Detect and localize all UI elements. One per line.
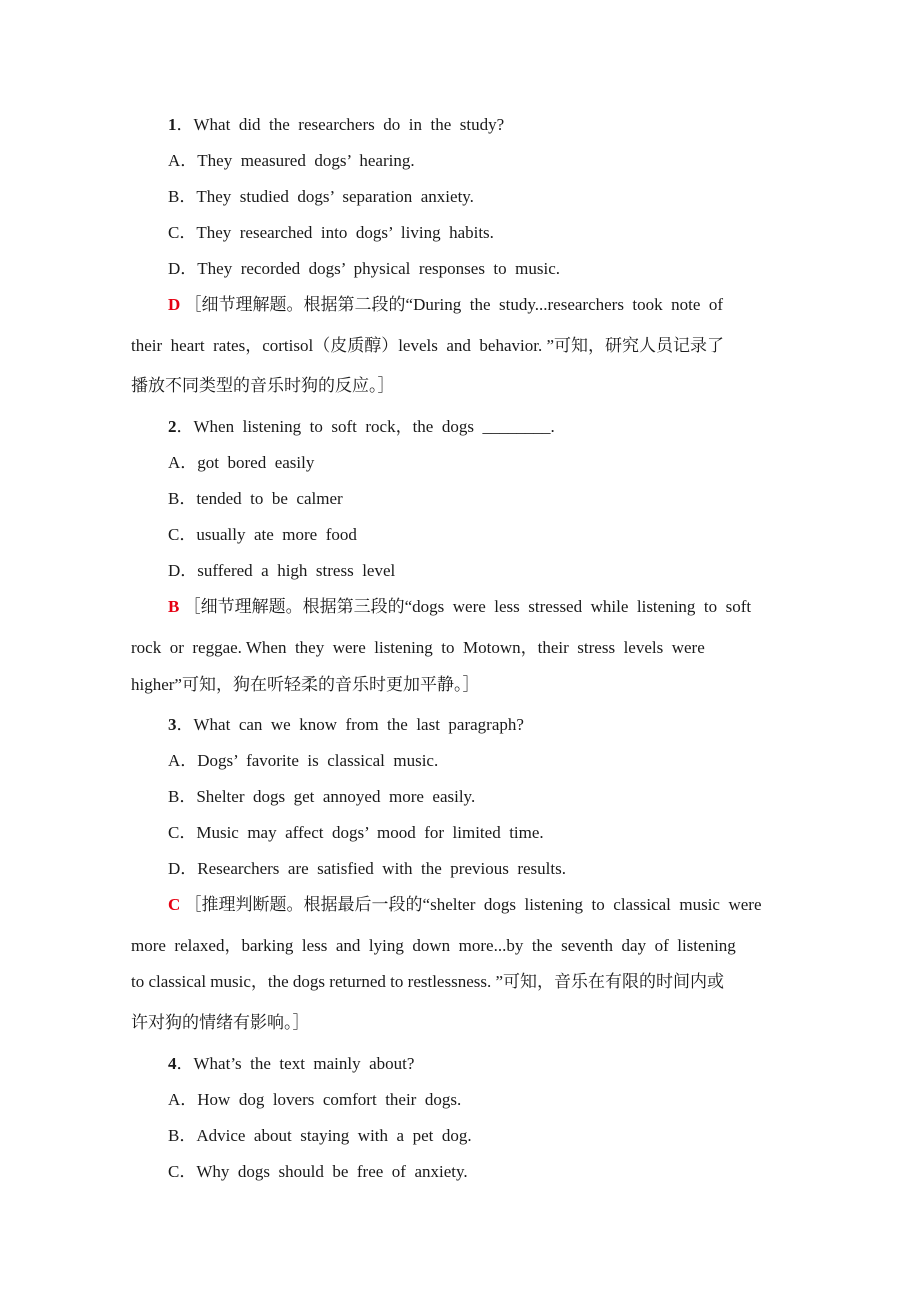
question-3-explanation-line-2: more relaxed，barking less and lying down more...by the seventh day of listening: [131, 936, 736, 955]
question-2-option-b: B．tended to be calmer: [168, 489, 343, 508]
question-1-option-a: A．They measured dogs’ hearing.: [168, 151, 415, 170]
question-4-stem: 4．What’s the text mainly about?: [168, 1054, 415, 1073]
question-2-option-d: D．suffered a high stress level: [168, 561, 396, 580]
question-number: 2: [168, 417, 177, 436]
question-1-stem: 1．What did the researchers do in the study?: [168, 115, 505, 134]
question-text: What can we know from the last paragraph?: [193, 715, 524, 734]
question-1-explanation-line-2: their heart rates，cortisol（皮质醇）levels and behavior. ”可知，研究人员记录了: [131, 336, 724, 355]
question-3-explanation-line-4: 许对狗的情绪有影响。］: [131, 1013, 310, 1032]
question-text: What did the researchers do in the study?: [193, 115, 505, 134]
question-number: 1: [168, 115, 177, 134]
question-1-option-d: D．They recorded dogs’ physical responses to music.: [168, 259, 561, 278]
question-text: What’s the text mainly about?: [193, 1054, 415, 1073]
explanation-text: ［细节理解题。根据第三段的“dogs were less stressed while listening to soft: [183, 597, 752, 616]
question-4-option-a: A．How dog lovers comfort their dogs.: [168, 1090, 462, 1109]
explanation-text: ［推理判断题。根据最后一段的“shelter dogs listening to classical music were: [184, 895, 762, 914]
question-3-explanation-line-3: to classical music，the dogs returned to restlessness. ”可知，音乐在有限的时间内或: [131, 972, 725, 991]
answer-letter: B: [168, 597, 180, 616]
question-number: 4: [168, 1054, 177, 1073]
question-2-explanation-line-2: rock or reggae. When they were listening to Motown，their stress levels were: [131, 638, 705, 657]
answer-letter: C: [168, 895, 181, 914]
question-3-option-a: A．Dogs’ favorite is classical music.: [168, 751, 439, 770]
question-4-option-b: B．Advice about staying with a pet dog.: [168, 1126, 472, 1145]
question-3-option-d: D．Researchers are satisfied with the previous results.: [168, 859, 566, 878]
question-1-option-b: B．They studied dogs’ separation anxiety.: [168, 187, 474, 206]
answer-letter: D: [168, 295, 181, 314]
question-1-explanation-line-3: 播放不同类型的音乐时狗的反应。］: [131, 376, 395, 395]
question-1-explanation-line-1: [168, 294, 723, 316]
question-4-option-c: C．Why dogs should be free of anxiety.: [168, 1162, 468, 1181]
explanation-text: ［细节理解题。根据第二段的“During the study...researchers took note of: [184, 295, 724, 314]
question-1-option-c: C．They researched into dogs’ living habits.: [168, 223, 494, 242]
question-text: When listening to soft rock，the dogs ________.: [193, 417, 555, 436]
question-3-option-c: C．Music may affect dogs’ mood for limited time.: [168, 823, 544, 842]
question-number: 3: [168, 715, 177, 734]
question-3-option-b: B．Shelter dogs get annoyed more easily.: [168, 787, 476, 806]
question-2-explanation-line-1: [168, 596, 751, 618]
question-2-explanation-line-3: higher”可知，狗在听轻柔的音乐时更加平静。］: [131, 675, 480, 694]
question-2-option-c: C．usually ate more food: [168, 525, 357, 544]
question-2-stem: 2．When listening to soft rock，the dogs ________.: [168, 417, 555, 436]
question-2-option-a: A．got bored easily: [168, 453, 315, 472]
question-3-stem: 3．What can we know from the last paragraph?: [168, 715, 524, 734]
question-3-explanation-line-1: [168, 894, 762, 916]
